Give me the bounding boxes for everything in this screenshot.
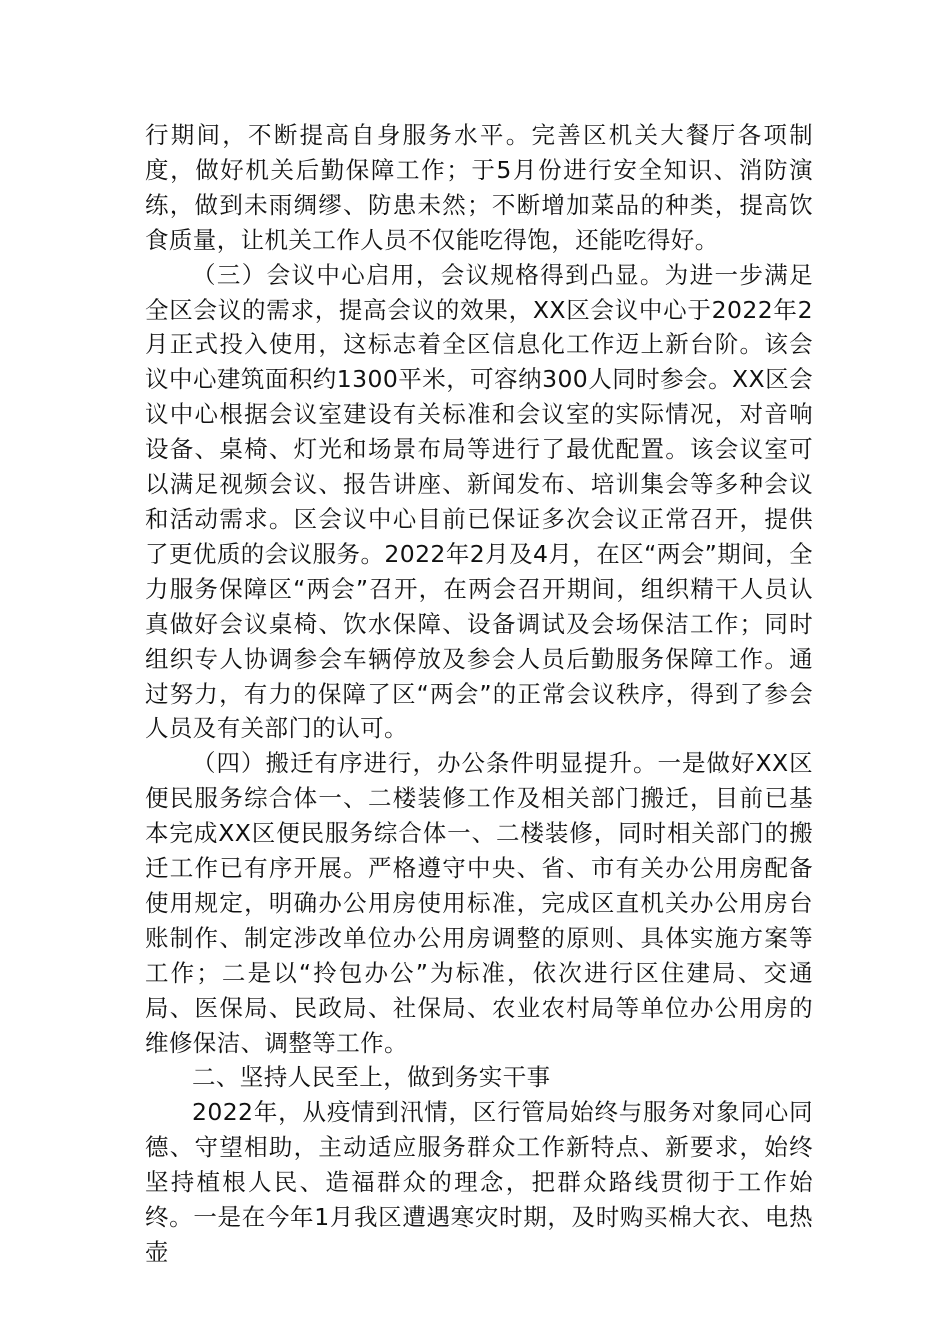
paragraph: 行期间，不断提高自身服务水平。完善区机关大餐厅各项制度，做好机关后勤保障工作；于5月份进行安全知识、消防演练，做到未雨绸缪、防患未然；不断增加菜品的种类，提高饮食质量，让机关工作人员不仅能吃得饱，还能吃得好。	[145, 121, 813, 254]
document-body	[145, 118, 813, 1270]
paragraph: （三）会议中心启用，会议规格得到凸显。为进一步满足全区会议的需求，提高会议的效果，XX区会议中心于2022年2月正式投入使用，这标志着全区信息化工作迈上新台阶。该会议中心建筑面积约1300平米，可容纳300人同时参会。XX区会议中心根据会议室建设有关标准和会议室的实际情况，对音响设备、桌椅、灯光和场景布局等进行了最优配置。该会议室可以满足视频会议、报告讲座、新闻发布、培训集会等多种会议和活动需求。区会议中心目前已保证多次会议正常召开，提供了更优质的会议服务。2022年2月及4月，在区“两会”期间，全力服务保障区“两会”召开，在两会召开期间，组织精干人员认真做好会议桌椅、饮水保障、设备调试及会场保洁工作；同时组织专人协调参会车辆停放及参会人员后勤服务保障工作。通过努力，有力的保障了区“两会”的正常会议秩序，得到了参会人员及有关部门的认可。	[145, 260, 813, 743]
paragraph: 2022年，从疫情到汛情，区行管局始终与服务对象同心同德、守望相助，主动适应服务群众工作新特点、新要求，始终坚持植根人民、造福群众的理念，把群众路线贯彻于工作始终。一是在今年1月我区遭遇寒灾时期，及时购买棉大衣、电热壶	[145, 1098, 813, 1266]
section-heading: 二、坚持人民至上，做到务实干事	[192, 1063, 551, 1092]
paragraph: （四）搬迁有序进行，办公条件明显提升。一是做好XX区便民服务综合体一、二楼装修工作及相关部门搬迁，目前已基本完成XX区便民服务综合体一、二楼装修，同时相关部门的搬迁工作已有序开展。严格遵守中央、省、市有关办公用房配备使用规定，明确办公用房使用标准，完成区直机关办公用房台账制作、制定涉改单位办公用房调整的原则、具体实施方案等工作；二是以“拎包办公”为标准，依次进行区住建局、交通局、医保局、民政局、社保局、农业农村局等单位办公用房的维修保洁、调整等工作。	[145, 749, 813, 1057]
